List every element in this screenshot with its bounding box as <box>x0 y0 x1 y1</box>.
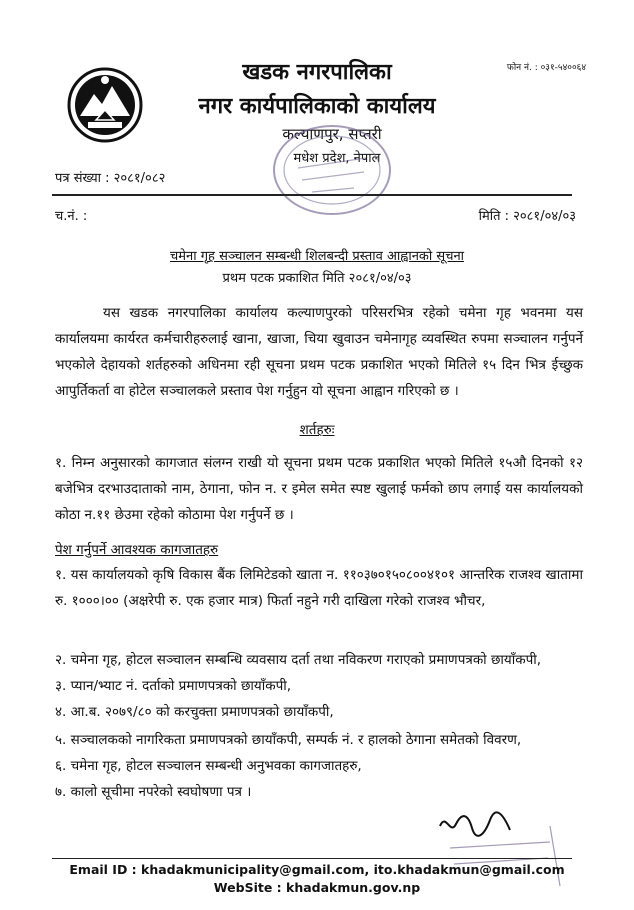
office-province: मधेश प्रदेश, नेपाल <box>293 151 381 166</box>
notice-intro: यस खडक नगरपालिका कार्यालय कल्याणपुरको परिसरभित्र रहेको चमेना गृह भवनमा यस कार्यालयमा कार्यरत कर्मचारीहरुलाई खाना, खाजा, चिया खुवाउन चमेनागृह व्यवस्थित रुपमा सञ्चालन गर्नुपर्ने भएकोले देहायको शर्तहरुको अधिनमा रही सूचना प्रथम पटक प्रकाशित भएको मितिले १५ दिन भित्र ईच्छुक आपुर्तिकर्ता वा होटेल सञ्चालकले प्रस्ताव पेश गर्नुहुन यो सूचना आह्वान गरिएको छ । <box>55 305 583 399</box>
document-item: २. चमेना गृह, होटल सञ्चालन सम्बन्धि व्यवसाय दर्ता तथा नविकरण गराएको प्रमाणपत्रको छायाँकपी, <box>55 652 542 668</box>
phone-number: फोन नं. : ०३१-५४००६४ <box>506 63 586 73</box>
office-address: कल्याणपुर, सप्तरी <box>282 125 382 143</box>
contact-website: WebSite : khadakmun.gov.np <box>213 880 421 895</box>
document-item: १. यस कार्यालयको कृषि विकास बैंक लिमिटेडको खाता न. ११०३७०१५०८००४१०१ आन्तरिक राजश्व खातामा रु. १०००।०० (अक्षरेपी रु. एक हजार मात्र) फिर्ता नहुने गरी दाखिला गरेको राजश्व भौचर, <box>55 567 583 609</box>
conditions-heading: शर्तहरुः <box>299 422 335 438</box>
header-divider <box>52 194 572 196</box>
municipality-name: खडक नगरपालिका <box>242 60 392 85</box>
office-stamp <box>268 118 396 222</box>
letter-number: पत्र संख्या : २०८१/०८२ <box>55 171 166 186</box>
document-item: ३. प्यान/भ्याट नं. दर्ताको प्रमाणपत्रको छायाँकपी, <box>55 678 292 694</box>
footer-divider <box>52 858 572 859</box>
notice-subtitle: प्रथम पटक प्रकाशित मिति २०८१/०४/०३ <box>222 271 412 286</box>
documents-heading: पेश गर्नुपर्ने आवश्यक कागजातहरु <box>55 542 219 558</box>
contact-email: Email ID : khadakmunicipality@gmail.com, ito.khadakmun@gmail.com <box>69 862 565 877</box>
office-name: नगर कार्यपालिकाको कार्यालय <box>198 94 436 119</box>
notice-title: चमेना गृह सञ्चालन सम्बन्धी शिलबन्दी प्रस्ताव आह्वानको सूचना <box>169 249 465 264</box>
document-item: ५. सञ्चालकको नागरिकता प्रमाणपत्रको छायाँकपी, सम्पर्क नं. र हालको ठेगाना समेतको विवरण, <box>55 732 522 748</box>
condition-item: १. निम्न अनुसारको कागजात संलग्न राखी यो सूचना प्रथम पटक प्रकाशित भएको मितिले १५औ दिनको १२ बजेभित्र दरभाउदाताको नाम, ठेगाना, फोन न. र इमेल समेत स्पष्ट खुलाई फर्मको छाप लगाई यस कार्यालयको कोठा न.११ छेउमा रहेको कोठामा पेश गर्नुपर्ने छ । <box>55 455 583 523</box>
document-item: ६. चमेना गृह, होटल सञ्चालन सम्बन्धी अनुभवका कागजातहरु, <box>55 758 362 774</box>
dispatch-number: च.नं. : <box>55 209 88 224</box>
document-item: ७. कालो सूचीमा नपरेको स्वघोषणा पत्र । <box>55 784 252 800</box>
document-item: ४. आ.ब. २०७९/८० को करचुक्ता प्रमाणपत्रको छायाँकपी, <box>55 704 334 720</box>
letter-date: मिति : २०८१/०४/०३ <box>478 209 576 224</box>
